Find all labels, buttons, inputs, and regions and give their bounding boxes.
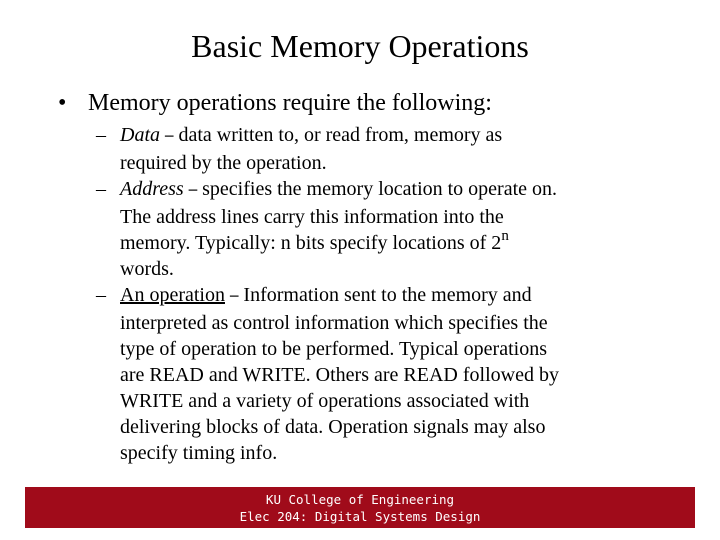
sub-item-address — [96, 176, 666, 282]
footer-line-course: Elec 204: Digital Systems Design — [239, 508, 481, 524]
sub-item-data — [96, 122, 666, 176]
sub-item-line: WRITE and a variety of operations associated with — [120, 390, 530, 412]
sub-item-line: type of operation to be performed. Typical operations — [120, 338, 547, 360]
sub-item-text: memory. Typically: n bits specify locations of 2 — [120, 232, 502, 254]
sub-item-line: The address lines carry this information into the — [120, 206, 504, 228]
sub-item-line — [120, 122, 666, 150]
sub-dash: – — [96, 284, 106, 306]
em-dash: ─ — [165, 129, 174, 145]
sub-item-line — [120, 176, 666, 204]
em-dash: ─ — [229, 289, 239, 305]
bullet-symbol: • — [58, 90, 67, 116]
slide-title: Basic Memory Operations — [191, 28, 529, 64]
sub-item-line: required by the operation. — [120, 152, 327, 174]
main-bullet-text: Memory operations require the following: — [88, 90, 492, 116]
sub-item-line: delivering blocks of data. Operation signals may also — [120, 416, 546, 438]
sub-item-line: words. — [120, 258, 174, 280]
sub-item-text: specifies the memory location to operate on. — [197, 178, 558, 200]
sub-bullet-list — [96, 122, 666, 466]
sub-item-operation — [96, 282, 666, 466]
sub-item-text: data written to, or read from, memory as — [173, 124, 503, 146]
sub-item-line: are READ and WRITE. Others are READ followed by — [120, 364, 559, 386]
term-address: Address — [120, 178, 184, 200]
superscript-n: n — [501, 228, 509, 244]
sub-item-line: interpreted as control information which specifies the — [120, 312, 548, 334]
sub-item-line — [120, 230, 666, 256]
sub-item-text: Information sent to the memory and — [238, 284, 532, 306]
sub-dash: – — [96, 178, 106, 200]
footer-line-college: KU College of Engineering — [265, 491, 455, 507]
term-operation: An operation — [120, 284, 225, 306]
term-data: Data — [120, 124, 160, 146]
footer-banner — [25, 487, 695, 528]
sub-dash: – — [96, 124, 106, 146]
em-dash: ─ — [188, 183, 198, 199]
sub-item-line: specify timing info. — [120, 442, 278, 464]
sub-item-line — [120, 282, 666, 310]
